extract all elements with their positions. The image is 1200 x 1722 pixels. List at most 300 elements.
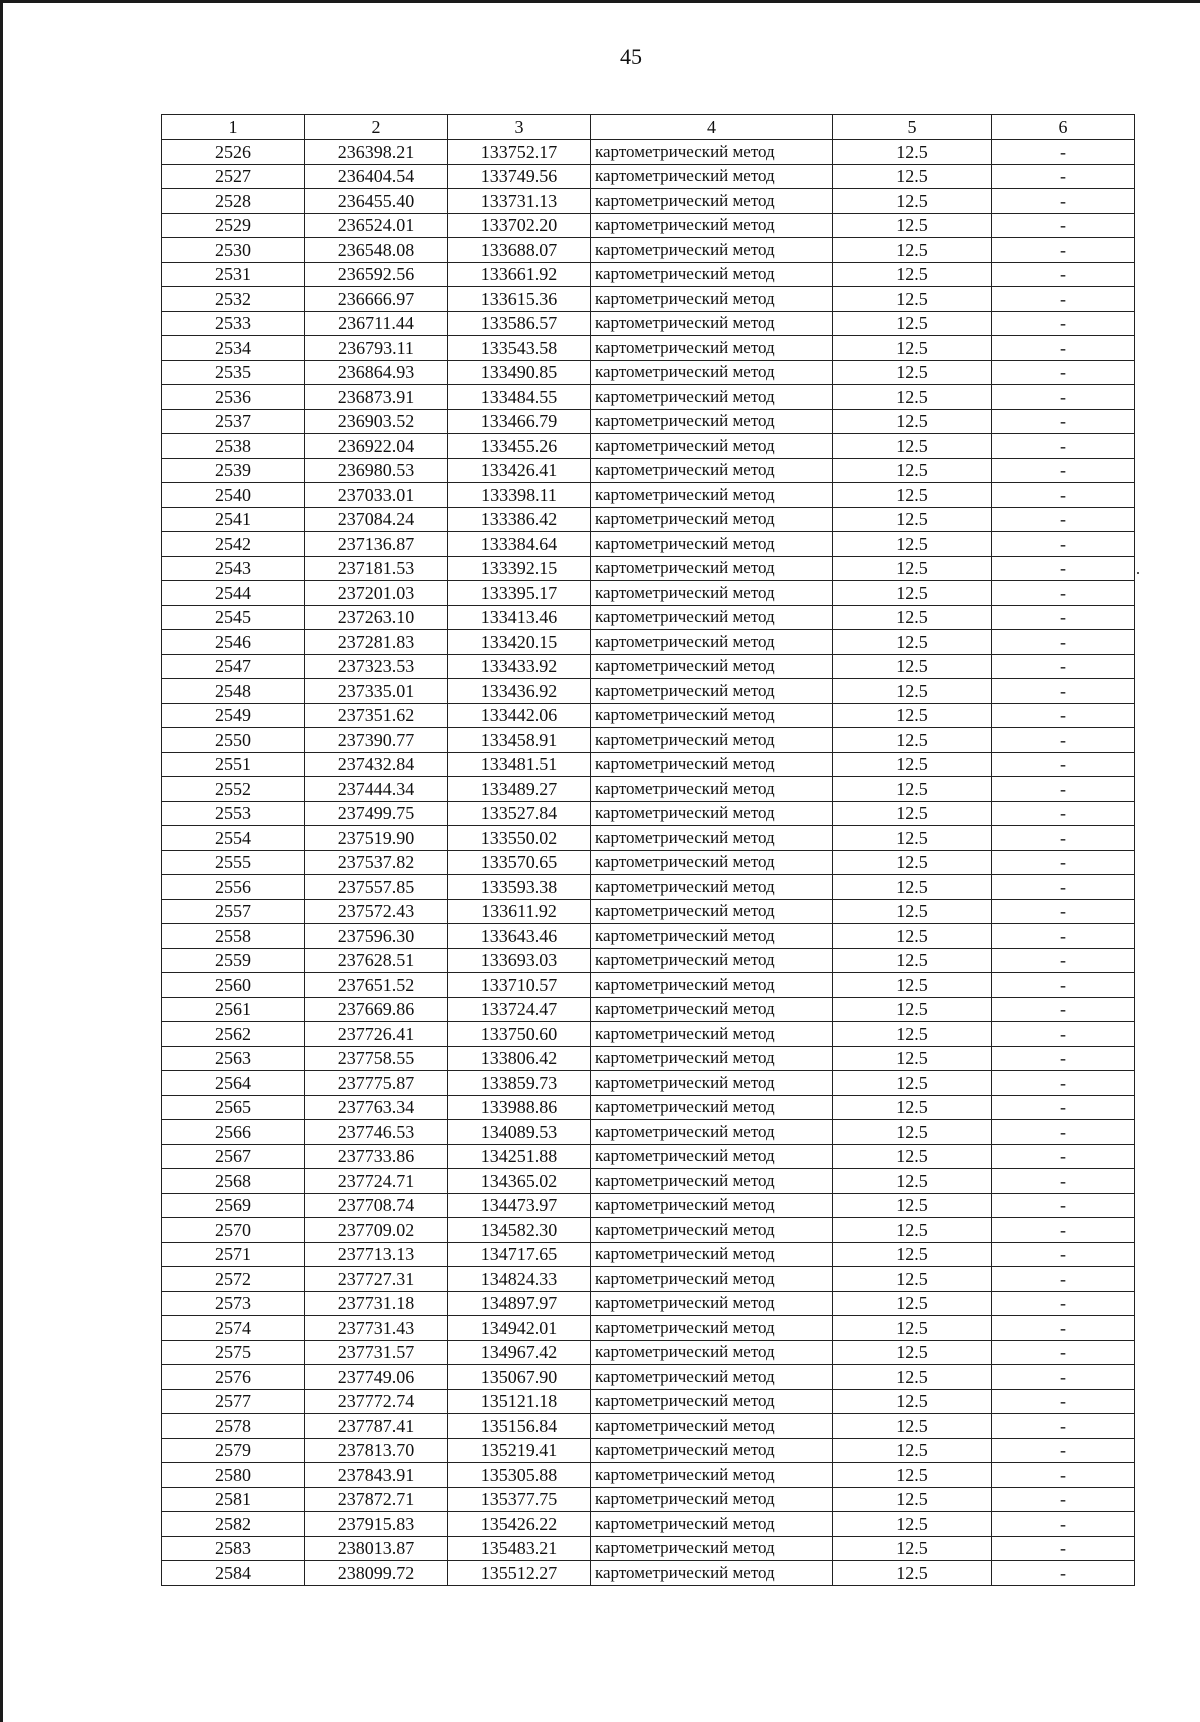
- x-coordinate-cell: 237519.90: [305, 826, 448, 851]
- accuracy-cell: 12.5: [833, 875, 992, 900]
- table-row: [162, 532, 1135, 557]
- accuracy-cell: 12.5: [833, 997, 992, 1022]
- x-coordinate-cell: 237775.87: [305, 1071, 448, 1096]
- y-coordinate-cell: 134473.97: [448, 1193, 591, 1218]
- point-number-cell: 2540: [162, 483, 305, 508]
- accuracy-cell: 12.5: [833, 1536, 992, 1561]
- x-coordinate-cell: 237749.06: [305, 1365, 448, 1390]
- accuracy-cell: 12.5: [833, 1291, 992, 1316]
- y-coordinate-cell: 134582.30: [448, 1218, 591, 1243]
- method-cell: картометрический метод: [591, 238, 833, 263]
- method-cell: картометрический метод: [591, 1512, 833, 1537]
- note-cell: -: [992, 826, 1135, 851]
- point-number-cell: 2546: [162, 630, 305, 655]
- point-number-cell: 2543: [162, 556, 305, 581]
- table-row: [162, 164, 1135, 189]
- method-cell: картометрический метод: [591, 360, 833, 385]
- note-cell: -: [992, 728, 1135, 753]
- point-number-cell: 2550: [162, 728, 305, 753]
- table-row: [162, 581, 1135, 606]
- table-row: [162, 1218, 1135, 1243]
- note-cell: -: [992, 1389, 1135, 1414]
- y-coordinate-cell: 133484.55: [448, 385, 591, 410]
- y-coordinate-cell: 133392.15: [448, 556, 591, 581]
- note-cell: -: [992, 385, 1135, 410]
- point-number-cell: 2536: [162, 385, 305, 410]
- y-coordinate-cell: 134942.01: [448, 1316, 591, 1341]
- x-coordinate-cell: 236666.97: [305, 287, 448, 312]
- y-coordinate-cell: 134251.88: [448, 1144, 591, 1169]
- point-number-cell: 2553: [162, 801, 305, 826]
- method-cell: картометрический метод: [591, 556, 833, 581]
- table-row: [162, 385, 1135, 410]
- method-cell: картометрический метод: [591, 507, 833, 532]
- y-coordinate-cell: 133455.26: [448, 434, 591, 459]
- x-coordinate-cell: 237136.87: [305, 532, 448, 557]
- point-number-cell: 2544: [162, 581, 305, 606]
- method-cell: картометрический метод: [591, 1120, 833, 1145]
- table-row: [162, 1463, 1135, 1488]
- y-coordinate-cell: 133395.17: [448, 581, 591, 606]
- x-coordinate-cell: 237708.74: [305, 1193, 448, 1218]
- method-cell: картометрический метод: [591, 1561, 833, 1586]
- y-coordinate-cell: 133527.84: [448, 801, 591, 826]
- accuracy-cell: 12.5: [833, 1463, 992, 1488]
- accuracy-cell: 12.5: [833, 1071, 992, 1096]
- y-coordinate-cell: 133413.46: [448, 605, 591, 630]
- scan-edge-left: [0, 0, 3, 1722]
- note-cell: -: [992, 1487, 1135, 1512]
- note-cell: -: [992, 703, 1135, 728]
- note-cell: -: [992, 1291, 1135, 1316]
- accuracy-cell: 12.5: [833, 1561, 992, 1586]
- x-coordinate-cell: 236980.53: [305, 458, 448, 483]
- table-row: [162, 1487, 1135, 1512]
- table-row: [162, 458, 1135, 483]
- method-cell: картометрический метод: [591, 924, 833, 949]
- note-cell: -: [992, 679, 1135, 704]
- table-row: [162, 1144, 1135, 1169]
- coordinates-table: [161, 114, 1135, 1586]
- table-row: [162, 1095, 1135, 1120]
- y-coordinate-cell: 133702.20: [448, 213, 591, 238]
- scan-speck: [1137, 572, 1139, 574]
- table-row: [162, 1071, 1135, 1096]
- note-cell: -: [992, 556, 1135, 581]
- method-cell: картометрический метод: [591, 458, 833, 483]
- x-coordinate-cell: 237724.71: [305, 1169, 448, 1194]
- note-cell: -: [992, 973, 1135, 998]
- x-coordinate-cell: 236592.56: [305, 262, 448, 287]
- point-number-cell: 2549: [162, 703, 305, 728]
- note-cell: -: [992, 1242, 1135, 1267]
- table-row: [162, 973, 1135, 998]
- method-cell: картометрический метод: [591, 1169, 833, 1194]
- note-cell: -: [992, 1340, 1135, 1365]
- x-coordinate-cell: 236524.01: [305, 213, 448, 238]
- table-row: [162, 1193, 1135, 1218]
- point-number-cell: 2570: [162, 1218, 305, 1243]
- table-row: [162, 409, 1135, 434]
- point-number-cell: 2526: [162, 140, 305, 165]
- y-coordinate-cell: 135219.41: [448, 1438, 591, 1463]
- accuracy-cell: 12.5: [833, 1438, 992, 1463]
- y-coordinate-cell: 135426.22: [448, 1512, 591, 1537]
- method-cell: картометрический метод: [591, 1340, 833, 1365]
- method-cell: картометрический метод: [591, 1291, 833, 1316]
- y-coordinate-cell: 133688.07: [448, 238, 591, 263]
- y-coordinate-cell: 133988.86: [448, 1095, 591, 1120]
- note-cell: -: [992, 1046, 1135, 1071]
- y-coordinate-cell: 133859.73: [448, 1071, 591, 1096]
- x-coordinate-cell: 237281.83: [305, 630, 448, 655]
- point-number-cell: 2573: [162, 1291, 305, 1316]
- note-cell: -: [992, 1267, 1135, 1292]
- method-cell: картометрический метод: [591, 875, 833, 900]
- y-coordinate-cell: 133710.57: [448, 973, 591, 998]
- method-cell: картометрический метод: [591, 679, 833, 704]
- point-number-cell: 2542: [162, 532, 305, 557]
- y-coordinate-cell: 134967.42: [448, 1340, 591, 1365]
- method-cell: картометрический метод: [591, 1389, 833, 1414]
- method-cell: картометрический метод: [591, 287, 833, 312]
- y-coordinate-cell: 133731.13: [448, 189, 591, 214]
- point-number-cell: 2576: [162, 1365, 305, 1390]
- note-cell: -: [992, 409, 1135, 434]
- x-coordinate-cell: 238099.72: [305, 1561, 448, 1586]
- table-row: [162, 997, 1135, 1022]
- y-coordinate-cell: 133490.85: [448, 360, 591, 385]
- method-cell: картометрический метод: [591, 262, 833, 287]
- accuracy-cell: 12.5: [833, 1120, 992, 1145]
- table-row: [162, 777, 1135, 802]
- point-number-cell: 2584: [162, 1561, 305, 1586]
- point-number-cell: 2572: [162, 1267, 305, 1292]
- table-row: [162, 728, 1135, 753]
- method-cell: картометрический метод: [591, 1267, 833, 1292]
- x-coordinate-cell: 237596.30: [305, 924, 448, 949]
- method-cell: картометрический метод: [591, 1193, 833, 1218]
- note-cell: -: [992, 1438, 1135, 1463]
- note-cell: -: [992, 801, 1135, 826]
- table-row: [162, 1046, 1135, 1071]
- method-cell: картометрический метод: [591, 1046, 833, 1071]
- table-row: [162, 140, 1135, 165]
- note-cell: -: [992, 1071, 1135, 1096]
- note-cell: -: [992, 483, 1135, 508]
- note-cell: -: [992, 1120, 1135, 1145]
- table-row: [162, 752, 1135, 777]
- x-coordinate-cell: 237323.53: [305, 654, 448, 679]
- accuracy-cell: 12.5: [833, 1022, 992, 1047]
- x-coordinate-cell: 237813.70: [305, 1438, 448, 1463]
- x-coordinate-cell: 237033.01: [305, 483, 448, 508]
- x-coordinate-cell: 236398.21: [305, 140, 448, 165]
- method-cell: картометрический метод: [591, 630, 833, 655]
- table-row: [162, 1438, 1135, 1463]
- point-number-cell: 2559: [162, 948, 305, 973]
- x-coordinate-cell: 237758.55: [305, 1046, 448, 1071]
- note-cell: -: [992, 213, 1135, 238]
- table-row: [162, 1536, 1135, 1561]
- accuracy-cell: 12.5: [833, 1242, 992, 1267]
- accuracy-cell: 12.5: [833, 850, 992, 875]
- y-coordinate-cell: 133384.64: [448, 532, 591, 557]
- table-row: [162, 826, 1135, 851]
- table-row: [162, 238, 1135, 263]
- x-coordinate-cell: 236711.44: [305, 311, 448, 336]
- note-cell: -: [992, 1561, 1135, 1586]
- x-coordinate-cell: 237335.01: [305, 679, 448, 704]
- x-coordinate-cell: 237787.41: [305, 1414, 448, 1439]
- y-coordinate-cell: 133611.92: [448, 899, 591, 924]
- method-cell: картометрический метод: [591, 1438, 833, 1463]
- accuracy-cell: 12.5: [833, 1169, 992, 1194]
- accuracy-cell: 12.5: [833, 1340, 992, 1365]
- note-cell: -: [992, 287, 1135, 312]
- table-row: [162, 630, 1135, 655]
- method-cell: картометрический метод: [591, 801, 833, 826]
- x-coordinate-cell: 236873.91: [305, 385, 448, 410]
- method-cell: картометрический метод: [591, 703, 833, 728]
- x-coordinate-cell: 237731.43: [305, 1316, 448, 1341]
- x-coordinate-cell: 237201.03: [305, 581, 448, 606]
- accuracy-cell: 12.5: [833, 360, 992, 385]
- point-number-cell: 2547: [162, 654, 305, 679]
- point-number-cell: 2554: [162, 826, 305, 851]
- accuracy-cell: 12.5: [833, 385, 992, 410]
- method-cell: картометрический метод: [591, 1071, 833, 1096]
- y-coordinate-cell: 133489.27: [448, 777, 591, 802]
- method-cell: картометрический метод: [591, 434, 833, 459]
- column-header: 4: [591, 115, 833, 140]
- accuracy-cell: 12.5: [833, 728, 992, 753]
- method-cell: картометрический метод: [591, 1463, 833, 1488]
- note-cell: -: [992, 532, 1135, 557]
- y-coordinate-cell: 133661.92: [448, 262, 591, 287]
- table-row: [162, 1242, 1135, 1267]
- accuracy-cell: 12.5: [833, 189, 992, 214]
- y-coordinate-cell: 134824.33: [448, 1267, 591, 1292]
- method-cell: картометрический метод: [591, 409, 833, 434]
- method-cell: картометрический метод: [591, 1218, 833, 1243]
- method-cell: картометрический метод: [591, 581, 833, 606]
- note-cell: -: [992, 875, 1135, 900]
- point-number-cell: 2562: [162, 1022, 305, 1047]
- method-cell: картометрический метод: [591, 654, 833, 679]
- y-coordinate-cell: 133593.38: [448, 875, 591, 900]
- y-coordinate-cell: 135305.88: [448, 1463, 591, 1488]
- table-row: [162, 1389, 1135, 1414]
- point-number-cell: 2580: [162, 1463, 305, 1488]
- note-cell: -: [992, 1536, 1135, 1561]
- accuracy-cell: 12.5: [833, 336, 992, 361]
- point-number-cell: 2541: [162, 507, 305, 532]
- point-number-cell: 2537: [162, 409, 305, 434]
- accuracy-cell: 12.5: [833, 679, 992, 704]
- note-cell: -: [992, 1512, 1135, 1537]
- table-row: [162, 360, 1135, 385]
- x-coordinate-cell: 236404.54: [305, 164, 448, 189]
- note-cell: -: [992, 1414, 1135, 1439]
- x-coordinate-cell: 237628.51: [305, 948, 448, 973]
- table-row: [162, 850, 1135, 875]
- method-cell: картометрический метод: [591, 826, 833, 851]
- accuracy-cell: 12.5: [833, 703, 992, 728]
- table-row: [162, 899, 1135, 924]
- x-coordinate-cell: 237843.91: [305, 1463, 448, 1488]
- point-number-cell: 2578: [162, 1414, 305, 1439]
- note-cell: -: [992, 752, 1135, 777]
- table-row: [162, 189, 1135, 214]
- note-cell: -: [992, 997, 1135, 1022]
- note-cell: -: [992, 336, 1135, 361]
- table-row: [162, 948, 1135, 973]
- y-coordinate-cell: 133570.65: [448, 850, 591, 875]
- note-cell: -: [992, 630, 1135, 655]
- note-cell: -: [992, 654, 1135, 679]
- point-number-cell: 2557: [162, 899, 305, 924]
- x-coordinate-cell: 236922.04: [305, 434, 448, 459]
- table-row: [162, 213, 1135, 238]
- table-row: [162, 654, 1135, 679]
- point-number-cell: 2574: [162, 1316, 305, 1341]
- y-coordinate-cell: 133750.60: [448, 1022, 591, 1047]
- page-number: 45: [620, 44, 642, 69]
- y-coordinate-cell: 134717.65: [448, 1242, 591, 1267]
- accuracy-cell: 12.5: [833, 630, 992, 655]
- accuracy-cell: 12.5: [833, 164, 992, 189]
- note-cell: -: [992, 458, 1135, 483]
- x-coordinate-cell: 237084.24: [305, 507, 448, 532]
- accuracy-cell: 12.5: [833, 1267, 992, 1292]
- y-coordinate-cell: 134089.53: [448, 1120, 591, 1145]
- x-coordinate-cell: 237651.52: [305, 973, 448, 998]
- table-row: [162, 1120, 1135, 1145]
- note-cell: -: [992, 189, 1135, 214]
- x-coordinate-cell: 237390.77: [305, 728, 448, 753]
- point-number-cell: 2533: [162, 311, 305, 336]
- point-number-cell: 2535: [162, 360, 305, 385]
- point-number-cell: 2577: [162, 1389, 305, 1414]
- point-number-cell: 2539: [162, 458, 305, 483]
- point-number-cell: 2568: [162, 1169, 305, 1194]
- point-number-cell: 2579: [162, 1438, 305, 1463]
- accuracy-cell: 12.5: [833, 1365, 992, 1390]
- y-coordinate-cell: 133724.47: [448, 997, 591, 1022]
- note-cell: -: [992, 1169, 1135, 1194]
- y-coordinate-cell: 133433.92: [448, 654, 591, 679]
- point-number-cell: 2556: [162, 875, 305, 900]
- method-cell: картометрический метод: [591, 1487, 833, 1512]
- accuracy-cell: 12.5: [833, 1218, 992, 1243]
- accuracy-cell: 12.5: [833, 1095, 992, 1120]
- accuracy-cell: 12.5: [833, 654, 992, 679]
- y-coordinate-cell: 133466.79: [448, 409, 591, 434]
- table-row: [162, 556, 1135, 581]
- point-number-cell: 2560: [162, 973, 305, 998]
- point-number-cell: 2581: [162, 1487, 305, 1512]
- x-coordinate-cell: 237872.71: [305, 1487, 448, 1512]
- method-cell: картометрический метод: [591, 1536, 833, 1561]
- y-coordinate-cell: 133386.42: [448, 507, 591, 532]
- note-cell: -: [992, 777, 1135, 802]
- table-row: [162, 924, 1135, 949]
- accuracy-cell: 12.5: [833, 311, 992, 336]
- table-row: [162, 875, 1135, 900]
- method-cell: картометрический метод: [591, 605, 833, 630]
- note-cell: -: [992, 1365, 1135, 1390]
- accuracy-cell: 12.5: [833, 801, 992, 826]
- method-cell: картометрический метод: [591, 752, 833, 777]
- y-coordinate-cell: 133420.15: [448, 630, 591, 655]
- y-coordinate-cell: 135377.75: [448, 1487, 591, 1512]
- y-coordinate-cell: 133752.17: [448, 140, 591, 165]
- column-header: 3: [448, 115, 591, 140]
- x-coordinate-cell: 236548.08: [305, 238, 448, 263]
- accuracy-cell: 12.5: [833, 1414, 992, 1439]
- method-cell: картометрический метод: [591, 164, 833, 189]
- accuracy-cell: 12.5: [833, 899, 992, 924]
- x-coordinate-cell: 237763.34: [305, 1095, 448, 1120]
- method-cell: картометрический метод: [591, 1414, 833, 1439]
- note-cell: -: [992, 1144, 1135, 1169]
- table-row: [162, 703, 1135, 728]
- table-row: [162, 1365, 1135, 1390]
- point-number-cell: 2567: [162, 1144, 305, 1169]
- method-cell: картометрический метод: [591, 1022, 833, 1047]
- x-coordinate-cell: 237915.83: [305, 1512, 448, 1537]
- note-cell: -: [992, 899, 1135, 924]
- accuracy-cell: 12.5: [833, 581, 992, 606]
- y-coordinate-cell: 133481.51: [448, 752, 591, 777]
- note-cell: -: [992, 1193, 1135, 1218]
- point-number-cell: 2531: [162, 262, 305, 287]
- x-coordinate-cell: 237557.85: [305, 875, 448, 900]
- point-number-cell: 2555: [162, 850, 305, 875]
- x-coordinate-cell: 237537.82: [305, 850, 448, 875]
- point-number-cell: 2528: [162, 189, 305, 214]
- note-cell: -: [992, 164, 1135, 189]
- accuracy-cell: 12.5: [833, 507, 992, 532]
- point-number-cell: 2565: [162, 1095, 305, 1120]
- table-row: [162, 1022, 1135, 1047]
- table-row: [162, 1414, 1135, 1439]
- table-row: [162, 262, 1135, 287]
- point-number-cell: 2564: [162, 1071, 305, 1096]
- point-number-cell: 2551: [162, 752, 305, 777]
- point-number-cell: 2548: [162, 679, 305, 704]
- accuracy-cell: 12.5: [833, 1046, 992, 1071]
- table-body: [162, 140, 1135, 1586]
- x-coordinate-cell: 236455.40: [305, 189, 448, 214]
- method-cell: картометрический метод: [591, 948, 833, 973]
- table-row: [162, 801, 1135, 826]
- note-cell: -: [992, 262, 1135, 287]
- table-row: [162, 605, 1135, 630]
- x-coordinate-cell: 237709.02: [305, 1218, 448, 1243]
- note-cell: -: [992, 605, 1135, 630]
- method-cell: картометрический метод: [591, 311, 833, 336]
- x-coordinate-cell: 237731.18: [305, 1291, 448, 1316]
- accuracy-cell: 12.5: [833, 1193, 992, 1218]
- accuracy-cell: 12.5: [833, 213, 992, 238]
- method-cell: картометрический метод: [591, 850, 833, 875]
- table-row: [162, 1267, 1135, 1292]
- point-number-cell: 2552: [162, 777, 305, 802]
- accuracy-cell: 12.5: [833, 434, 992, 459]
- table-row: [162, 287, 1135, 312]
